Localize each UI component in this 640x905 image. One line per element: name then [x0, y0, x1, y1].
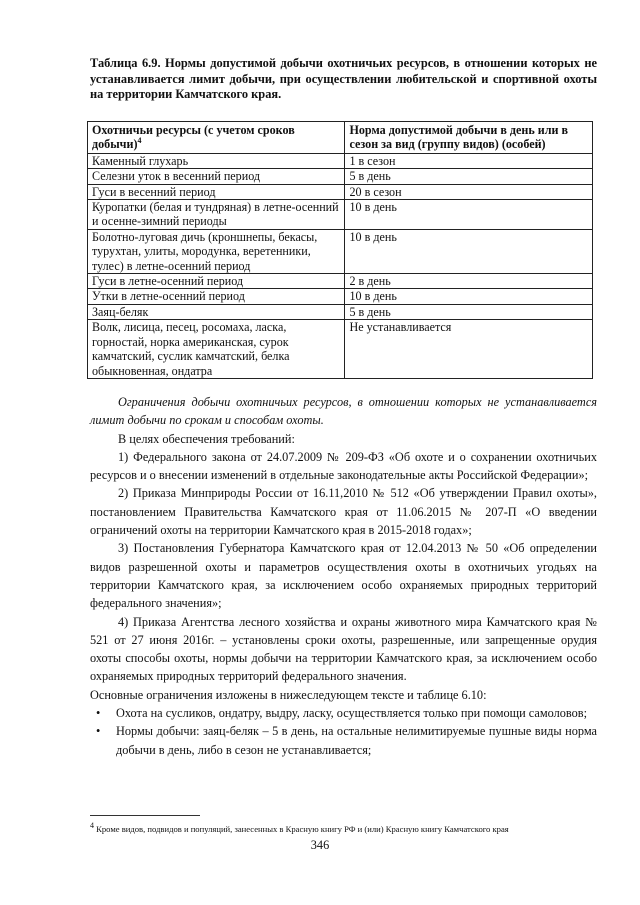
resource-cell: Утки в летне-осенний период — [88, 289, 345, 304]
section-heading-italic: Ограничения добычи охотничьих ресурсов, в отношении которых не устанавливается лимит добычи по срокам и способам охоты. — [90, 395, 597, 428]
resource-cell: Болотно-луговая дичь (кроншнепы, бекасы, турухтан, улиты, мородунка, веретенники, тулес) в летне-осенний период — [88, 229, 345, 273]
resource-cell: Гуси в весенний период — [88, 184, 345, 199]
page-number: 346 — [310, 838, 330, 852]
norm-cell: Не устанавливается — [345, 320, 593, 379]
footnote — [90, 821, 597, 835]
table-row — [88, 289, 593, 304]
resource-cell: Куропатки (белая и тундряная) в летне-осенний и осенне-зимний периоды — [88, 200, 345, 230]
requirement-item-4: 4) Приказа Агентства лесного хозяйства и охраны животного мира Камчатского края № 521 от 27 июня 2016г. – установлены сроки охоты, разрешенные, или запрещенные орудия охоты способы охоты, нормы добычи на территории Камчатского края, за исключением особо охраняемых природных территорий федерального значения. — [90, 614, 597, 684]
norm-cell: 10 в день — [345, 200, 593, 230]
table-row — [88, 169, 593, 184]
norm-cell: 10 в день — [345, 229, 593, 273]
summary-paragraph: Основные ограничения изложены в нижеследующем тексте и таблице 6.10: — [90, 687, 487, 702]
table-row — [88, 304, 593, 319]
table-header-row — [88, 122, 593, 154]
list-item: • Охота на сусликов, ондатру, выдру, ласку, осуществляется только при помощи самоловов; — [90, 704, 597, 722]
resource-cell: Каменный глухарь — [88, 153, 345, 168]
table-row — [88, 229, 593, 273]
list-item: • Нормы добычи: заяц-беляк – 5 в день, на остальные нелимитируемые пушные виды норма добычи в день, либо в сезон не устанавливается; — [96, 724, 597, 757]
resource-cell: Волк, лисица, песец, росомаха, ласка, горностай, норка американская, сурок камчатский, суслик камчатский, белка обыкновенная, ондатра — [88, 320, 345, 379]
resource-cell: Гуси в летне-осенний период — [88, 274, 345, 289]
intro-paragraph: В целях обеспечения требований: — [118, 431, 295, 446]
header-norm: Норма допустимой добычи в день или в сезон за вид (группу видов) (особей) — [345, 122, 593, 154]
footnote-number: 4 — [90, 821, 94, 831]
body-text — [90, 393, 597, 759]
table-row — [88, 274, 593, 289]
header-resources: Охотничьи ресурсы (с учетом сроков добычи)$^4$ — [88, 122, 345, 154]
table-row — [88, 184, 593, 199]
table-row — [88, 153, 593, 168]
footnote-text: Кроме видов, подвидов и популяций, занесенных в Красную книгу РФ и (или) Красную книгу Камчатского края — [96, 824, 509, 834]
requirement-item-2: 2) Приказа Минприроды России от 16.11,2010 № 512 «Об утверждении Правил охоты», постановлением Правительства Камчатского края от 11.06.2015 № 207-П «О введении ограничений охоты на территории Камчатского края в 2015-2018 годах»; — [90, 486, 597, 538]
resource-cell: Селезни уток в весенний период — [88, 169, 345, 184]
table-caption: Таблица 6.9. Нормы допустимой добычи охотничьих ресурсов, в отношении которых не устанавливается лимит добычи, при осуществлении любительской и спортивной охоты на территории Камчатского края. — [90, 56, 597, 101]
hunting-norms-table — [87, 121, 593, 379]
footnote-divider — [90, 815, 200, 816]
norm-cell: 2 в день — [345, 274, 593, 289]
footnote-mark: 4 — [137, 136, 142, 146]
requirement-item-1: 1) Федерального закона от 24.07.2009 № 209-ФЗ «Об охоте и о сохранении охотничьих ресурсов и о внесении изменений в отдельные законодательные акты Российской Федерации»; — [90, 449, 597, 483]
resource-cell: Заяц-беляк — [88, 304, 345, 319]
table-row — [88, 200, 593, 230]
norm-cell: 1 в сезон — [345, 153, 593, 168]
restrictions-list — [90, 704, 597, 759]
table-row — [88, 320, 593, 379]
norm-cell: 5 в день — [345, 304, 593, 319]
norm-cell: 10 в день — [345, 289, 593, 304]
norm-cell: 20 в сезон — [345, 184, 593, 199]
bullet-icon: • — [96, 706, 101, 721]
norm-cell: 5 в день — [345, 169, 593, 184]
requirement-item-3: 3) Постановления Губернатора Камчатского края от 12.04.2013 № 50 «Об определении видов разрешенной охоты и параметров осуществления охоты в охотничьих угодьях на территории Камчатского края, за исключением особо охраняемых природных территорий федерального значения»; — [90, 541, 597, 611]
bullet-icon: • — [96, 724, 101, 739]
